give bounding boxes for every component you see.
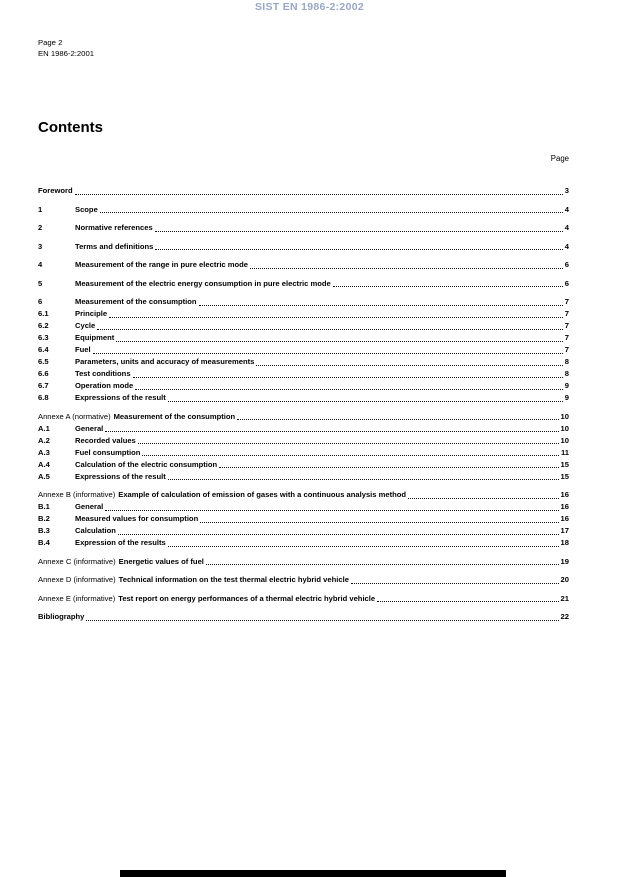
toc-entry-page: 7 [564,297,569,306]
toc-entry-title: Fuel consumption [75,447,141,457]
toc-dot-leader [256,365,562,366]
toc-entry-title: Cycle [75,321,96,330]
toc-dot-leader [97,329,563,330]
toc-dot-leader [408,498,559,499]
toc-entry [38,278,569,290]
toc-entry-page: 16 [560,514,569,523]
toc-entry-title: Calculation [75,526,116,535]
toc-entry-page: 7 [564,333,569,342]
toc-entry-page: 15 [560,471,569,481]
toc-entry [38,593,569,605]
toc-entry-page: 21 [560,593,569,603]
toc-entry-title: Operation mode [75,381,134,390]
toc-dot-leader [105,431,558,432]
toc-entry-number: B.2 [38,514,50,523]
table-of-contents [38,185,569,623]
toc-entry-page: 22 [560,612,569,621]
toc-entry-title: Calculation of the electric consumption [75,459,218,469]
toc-entry [38,489,569,501]
toc-entry [38,611,569,623]
toc-entry-number: 6.3 [38,333,49,342]
toc-dot-leader [142,455,559,456]
toc-entry-page: 10 [560,423,569,433]
toc-dot-leader [86,620,558,621]
toc-entry [38,392,569,404]
toc-entry [38,435,569,447]
toc-entry-page: 11 [560,447,569,457]
toc-entry-title: Expressions of the result [75,393,166,402]
toc-entry-page: 20 [560,575,569,584]
toc-entry-page: 8 [564,369,569,378]
toc-entry [38,241,569,253]
toc-entry [38,344,569,356]
toc-entry [38,380,569,392]
toc-entry-title: Expression of the results [75,538,166,547]
toc-entry-page: 10 [560,411,569,421]
toc-entry-page: 3 [564,186,569,195]
toc-entry [38,574,569,586]
toc-dot-leader [116,341,563,342]
toc-entry-number: A.5 [38,471,50,481]
toc-entry-prefix: Annexe A (normative) [38,411,111,421]
toc-entry-page: 7 [564,345,569,354]
toc-entry-number: 3 [38,241,43,251]
contents-heading: Contents [38,119,103,136]
toc-entry-page: 19 [560,556,569,566]
toc-entry [38,368,569,380]
toc-dot-leader [109,317,563,318]
toc-entry [38,501,569,513]
toc-entry-page: 17 [560,526,569,535]
toc-entry-number: 6.2 [38,321,49,330]
toc-entry [38,556,569,568]
toc-dot-leader [105,510,558,511]
toc-entry-title: Technical information on the test thermal electric hybrid vehicle [118,575,349,584]
toc-entry-title: Recorded values [75,435,136,445]
toc-entry-page: 16 [560,490,569,499]
toc-entry-number: 2 [38,223,43,232]
toc-dot-leader [377,601,558,602]
toc-dot-leader [118,534,559,535]
toc-entry-title: Bibliography [38,612,85,621]
toc-entry-number: A.4 [38,459,50,469]
toc-entry [38,320,569,332]
toc-entry-number: 6.7 [38,381,49,390]
toc-entry-title: General [75,502,104,511]
toc-entry-number: 6.4 [38,345,49,354]
toc-entry-number: B.3 [38,526,50,535]
toc-entry-title: Parameters, units and accuracy of measurements [75,357,255,366]
toc-entry-page: 4 [564,204,569,214]
toc-entry-title: Fuel [75,345,91,354]
toc-entry [38,356,569,368]
toc-dot-leader [93,353,563,354]
toc-dot-leader [75,194,563,195]
toc-entry [38,423,569,435]
toc-entry-number: 6.1 [38,309,49,318]
toc-entry-number: A.3 [38,447,50,457]
toc-entry-page: 4 [564,241,569,251]
toc-entry-title: Expressions of the result [75,471,166,481]
toc-entry-title: Test conditions [75,369,131,378]
toc-entry [38,308,569,320]
toc-entry-title: Scope [75,204,98,214]
toc-entry-page: 15 [560,459,569,469]
toc-entry-page: 7 [564,309,569,318]
toc-entry [38,525,569,537]
toc-entry [38,411,569,423]
page-bottom-bar [120,870,506,877]
toc-entry-page: 6 [564,260,569,269]
toc-dot-leader [200,522,558,523]
toc-entry-title: Measurement of the electric energy consumption in pure electric mode [75,278,331,288]
toc-dot-leader [250,268,563,269]
toc-entry [38,537,569,549]
toc-dot-leader [168,401,563,402]
watermark-header: SIST EN 1986-2:2002 [254,1,364,13]
toc-entry [38,222,569,234]
toc-entry [38,459,569,471]
toc-entry-page: 6 [564,278,569,288]
toc-entry-title: Normative references [75,223,153,232]
toc-dot-leader [333,286,563,287]
toc-entry-page: 7 [564,321,569,330]
toc-dot-leader [168,546,559,547]
toc-entry [38,332,569,344]
toc-entry [38,471,569,483]
toc-entry-title: General [75,423,104,433]
toc-entry-number: A.2 [38,435,50,445]
toc-entry-number: 1 [38,204,43,214]
toc-entry-page: 10 [560,435,569,445]
toc-entry-prefix: Annexe B (informative) [38,490,116,499]
toc-entry-page: 9 [564,393,569,402]
toc-entry-title: Example of calculation of emission of gases with a continuous analysis method [118,490,407,499]
document-reference: EN 1986-2:2001 [38,48,94,58]
toc-entry-title: Measured values for consumption [75,514,199,523]
page-info-block [38,38,94,59]
toc-entry-page: 9 [564,381,569,390]
toc-entry-number: 5 [38,278,43,288]
toc-entry-number: B.1 [38,502,50,511]
toc-entry-title: Test report on energy performances of a thermal electric hybrid vehicle [118,593,376,603]
toc-entry-number: 6.8 [38,393,49,402]
toc-entry-page: 4 [564,223,569,232]
toc-entry [38,447,569,459]
toc-dot-leader [237,419,558,420]
toc-entry [38,513,569,525]
toc-dot-leader [199,305,563,306]
toc-entry-page: 16 [560,502,569,511]
toc-entry-number: 6 [38,297,43,306]
page-column-label: Page [550,154,569,163]
toc-dot-leader [138,443,559,444]
toc-entry-title: Measurement of the range in pure electric mode [75,260,249,269]
toc-entry-title: Measurement of the consumption [75,297,197,306]
toc-entry-title: Principle [75,309,108,318]
toc-entry-title: Energetic values of fuel [118,556,204,566]
toc-dot-leader [100,212,563,213]
toc-entry [38,259,569,271]
toc-entry-number: A.1 [38,423,50,433]
toc-entry-title: Terms and definitions [75,241,154,251]
toc-dot-leader [219,467,558,468]
toc-entry-number: 4 [38,260,43,269]
toc-entry-prefix: Annexe D (informative) [38,575,116,584]
toc-entry-title: Equipment [75,333,115,342]
toc-entry-number: B.4 [38,538,50,547]
toc-entry-prefix: Annexe C (informative) [38,556,116,566]
toc-dot-leader [168,479,559,480]
toc-entry [38,296,569,308]
toc-entry-number: 6.6 [38,369,49,378]
toc-dot-leader [351,583,559,584]
toc-entry-title: Foreword [38,186,73,195]
toc-entry-number: 6.5 [38,357,49,366]
toc-entry-page: 8 [564,357,569,366]
toc-dot-leader [135,389,563,390]
toc-entry [38,204,569,216]
toc-dot-leader [133,377,563,378]
toc-dot-leader [155,231,563,232]
page-number-label: Page 2 [38,38,63,47]
toc-entry-prefix: Annexe E (informative) [38,593,116,603]
toc-entry-title: Measurement of the consumption [113,411,236,421]
toc-entry-page: 18 [560,538,569,547]
toc-dot-leader [206,564,559,565]
toc-entry [38,185,569,197]
toc-dot-leader [155,249,562,250]
